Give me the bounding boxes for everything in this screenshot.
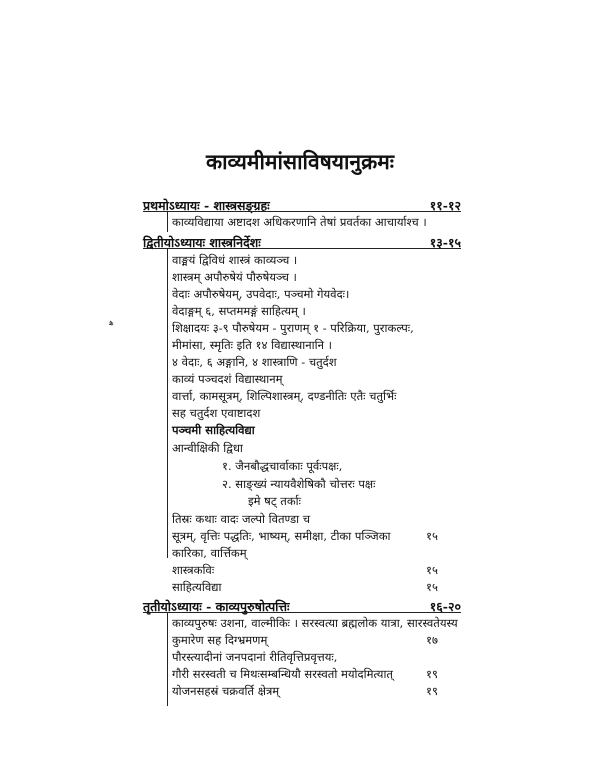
divider [143, 612, 461, 613]
toc-line: काव्यपुरुषः उशना, वाल्मीकिः । सरस्वत्या ब्रह्मलोक यात्रा, सारस्वतेयस्य [172, 616, 458, 630]
toc-line: तिस्रः कथाः वादः जल्पो वितण्डा च [172, 512, 311, 526]
divider [143, 248, 461, 249]
toc-line: वार्त्ता, कामसूत्रम्, शिल्पिशास्त्रम्, दण्डनीतिः एतैः चतुर्भिः [172, 389, 397, 403]
section-subheading: पञ्चमी साहित्यविद्या [172, 423, 255, 437]
indent-rule [167, 248, 168, 558]
page-number: १७ [426, 633, 438, 647]
toc-line: सूत्रम्, वृत्तिः पद्धतिः, भाष्यम्, समीक्षा, टीका पञ्जिका [172, 529, 391, 543]
indent-rule [167, 612, 168, 706]
toc-line: सह चतुर्दश एवाष्टादश [172, 406, 261, 420]
toc-line: मीमांसा, स्मृतिः इति १४ विद्यास्थानानि । [172, 338, 332, 352]
toc-line: काव्यविद्याया अष्टादश अधिकरणानि तेषां प्रवर्तका आचार्याश्च । [172, 215, 427, 229]
chapter-heading [143, 234, 461, 254]
toc-line: काव्यं पञ्चदशं विद्यास्थानम् [172, 372, 283, 386]
toc-line: शास्त्रकविः [172, 563, 215, 577]
margin-mark: ﻫ [109, 318, 114, 328]
toc-line: वेदाः अपौरुषेयम्, उपवेदाः, पञ्चमो गेयवेदः। [172, 287, 350, 301]
page-number: १५ [426, 529, 438, 543]
chapter-title: तृतीयोऽध्यायः - काव्यपुरुषोत्पत्तिः [143, 599, 290, 614]
chapter-page-range: १३-१५ [429, 235, 461, 250]
indent-rule [167, 211, 168, 232]
toc-line: १. जैनबौद्धचार्वाकाः पूर्वःपक्षः, [222, 459, 343, 473]
toc-line: २. साङ्ख्यं न्यायवैशेषिकौ चोत्तरः पक्षः [222, 477, 376, 491]
toc-line: योजनसहस्रं चक्रवर्ति क्षेत्रम् [172, 684, 280, 698]
toc-line: साहित्यविद्या [172, 580, 222, 594]
chapter-page-range: ११-१२ [429, 198, 461, 213]
toc-line: वाङ्मयं द्विविधं शास्त्रं काव्यञ्च । [172, 253, 298, 267]
toc-line: गौरी सरस्वती च मिथःसम्बन्धियौ सरस्वतो मयोदमित्यात् [172, 667, 393, 681]
toc-line: शिक्षादयः ३-९ पौरुषेयम - पुराणम् १ - परिक्रिया, पुराकल्पः, [172, 321, 414, 335]
toc-line: कारिका, वार्त्तिकम् [172, 546, 247, 560]
chapter-title: प्रथमोऽध्यायः - शास्त्रसङ्ग्रहः [143, 198, 270, 213]
page-number: १५ [426, 580, 438, 594]
chapter-page-range: १६-२० [429, 599, 461, 614]
toc-line: आन्वीक्षिकी द्विधा [172, 441, 243, 455]
page-number: १५ [426, 563, 438, 577]
chapter-title: द्वितीयोऽध्यायः शास्त्रनिर्देशः [143, 235, 261, 250]
toc-line: पौरस्त्यादीनां जनपदानां रीतिवृत्तिप्रवृत्तयः, [172, 650, 338, 664]
toc-line: वेदाङ्गम् ६, सप्तममङ्गं साहित्यम् । [172, 304, 306, 318]
toc-line: कुमारेण सह दिग्भ्रमणम् [172, 633, 268, 647]
page-number: १९ [426, 684, 438, 698]
page-number: १९ [426, 667, 438, 681]
toc-line: शास्त्रम् अपौरुषेयं पौरुषेयञ्च । [172, 270, 297, 284]
toc-line: ४ वेदाः, ६ अङ्गानि, ४ शास्त्राणि - चतुर्दश [172, 355, 337, 369]
divider [143, 211, 461, 212]
toc-line: इमे षट् तर्काः [248, 494, 301, 508]
page-title: काव्यमीमांसाविषयानुक्रमः [205, 149, 394, 174]
